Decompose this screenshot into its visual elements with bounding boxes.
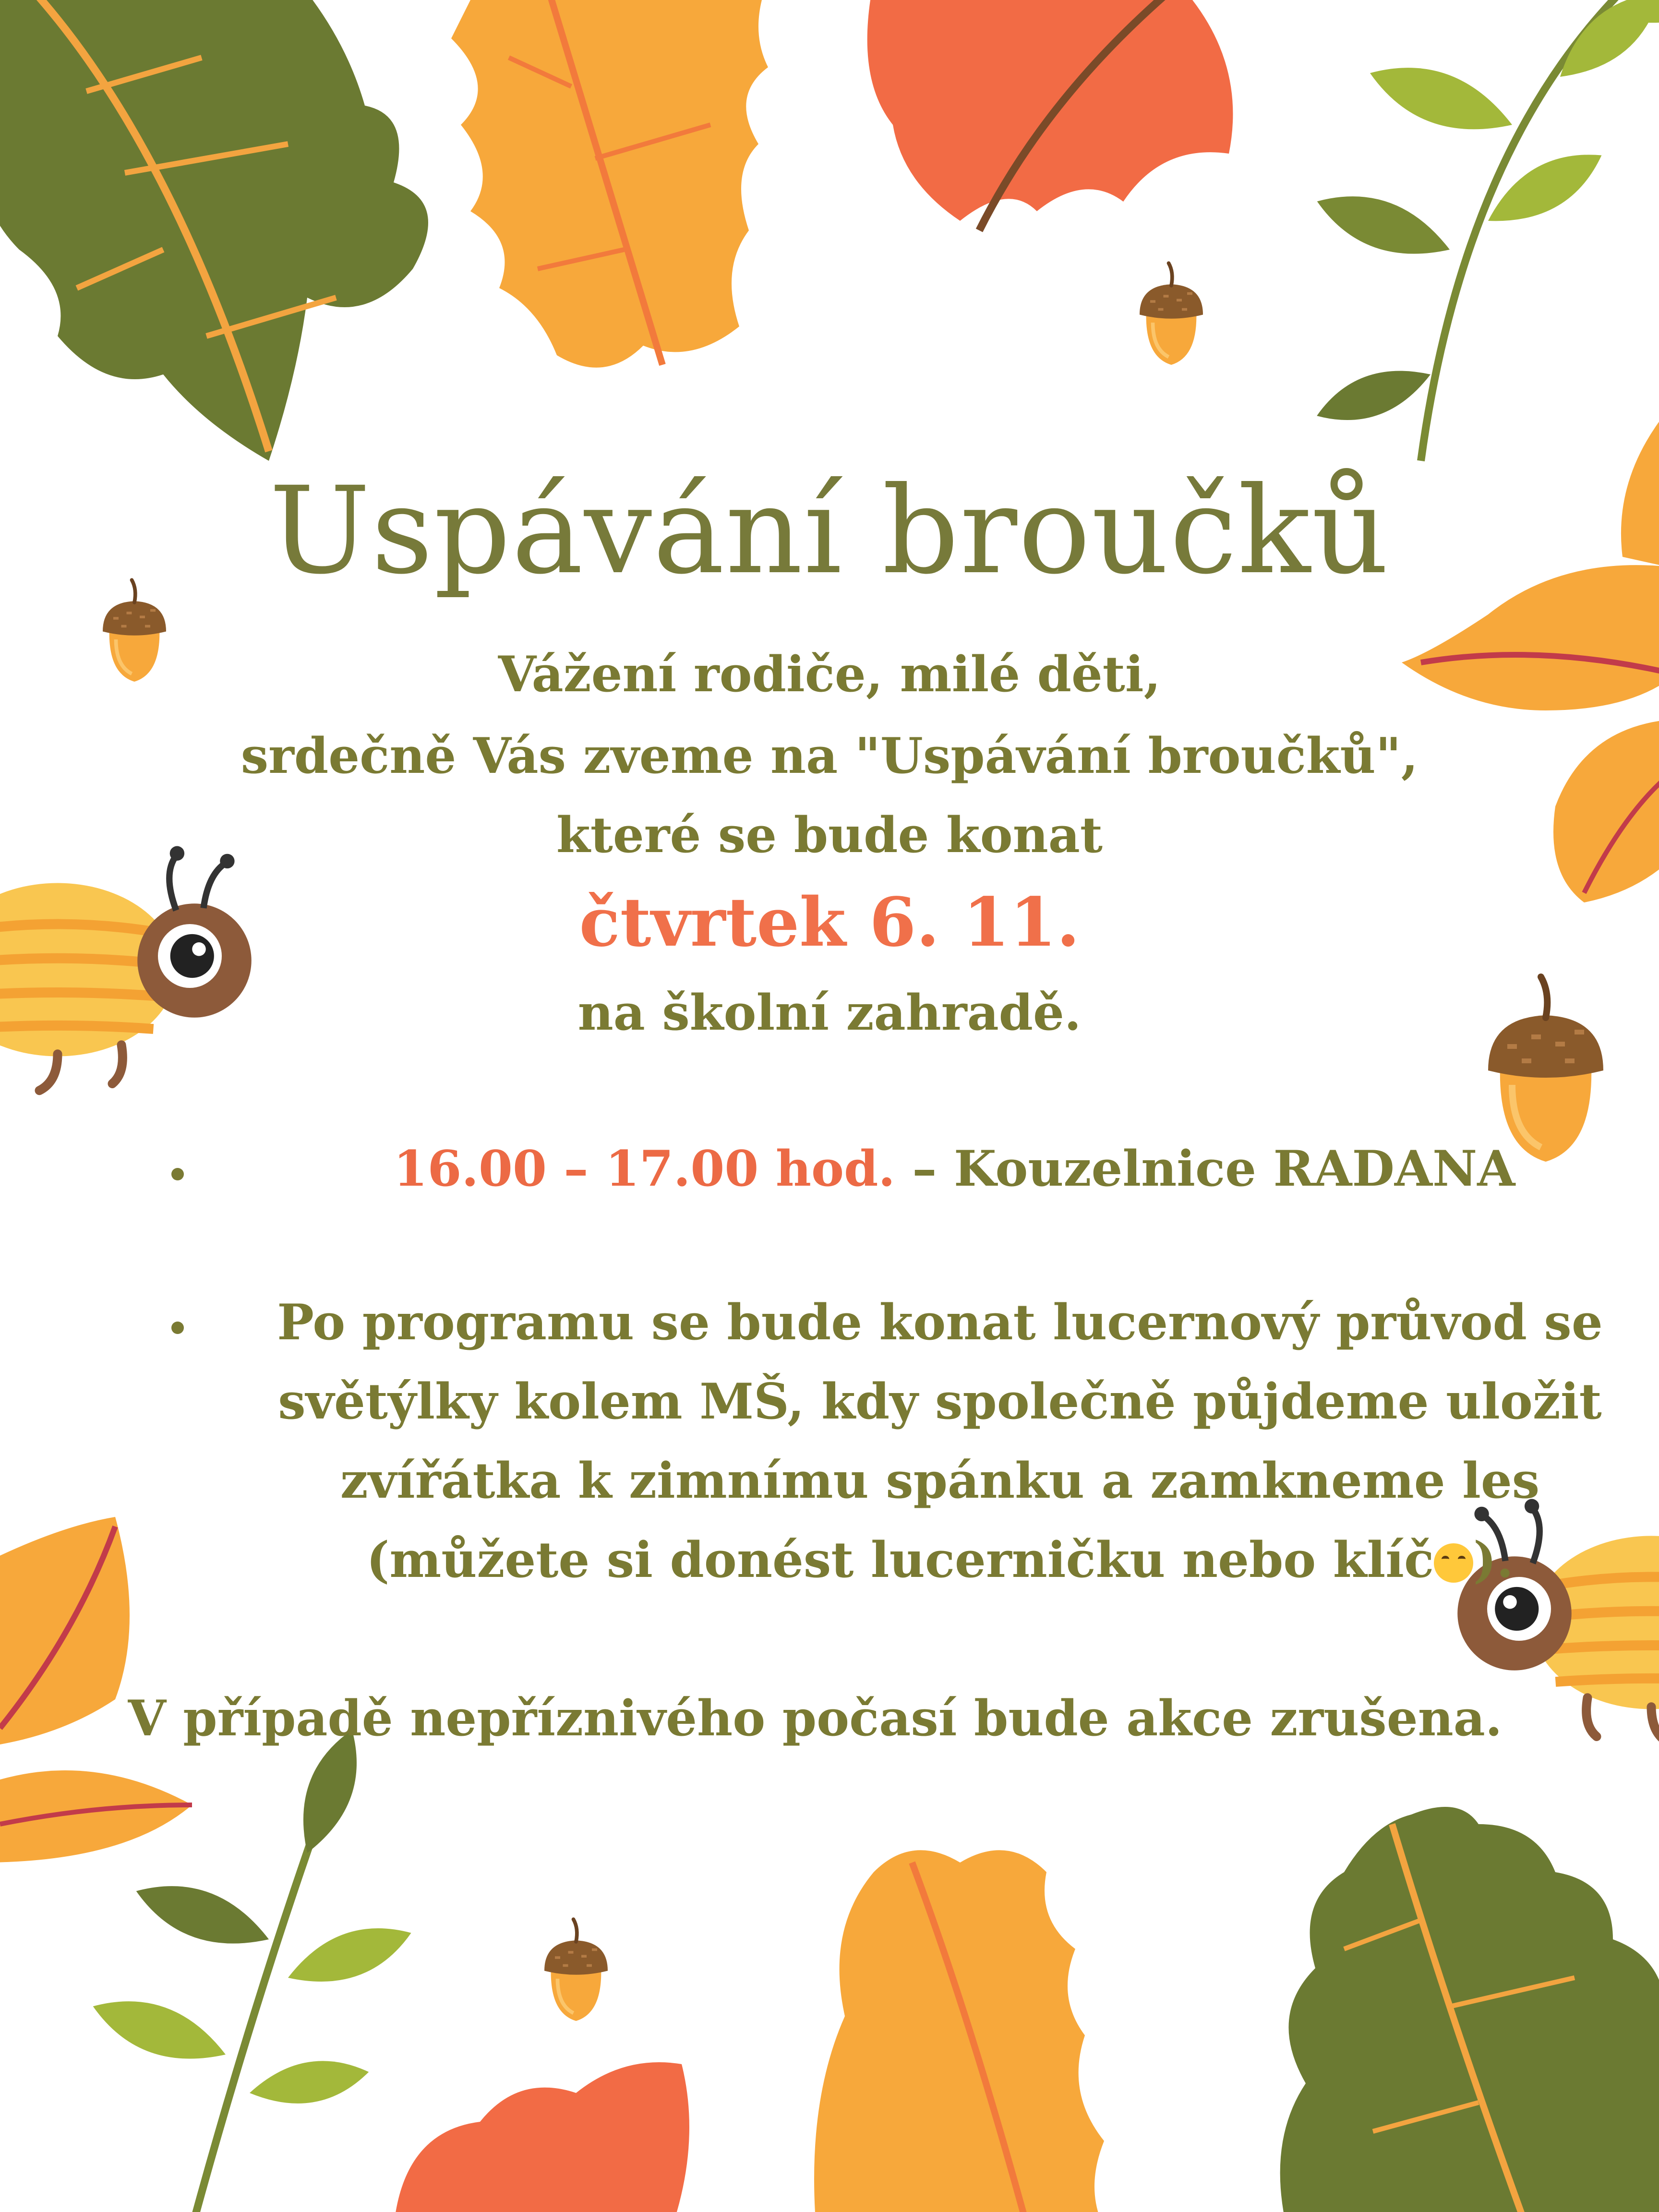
invitation-line: srdečně Vás zveme na "Uspávání broučků", (240, 727, 1419, 785)
procession-line-4 (110, 1531, 1659, 1589)
smiling-face-icon (1434, 1543, 1473, 1583)
rowan-leaf-icon (1309, 0, 1659, 461)
weather-note: V případě nepříznivého počasí bude akce zrušena. (128, 1690, 1503, 1747)
oak-leaf-icon (1280, 1807, 1659, 2212)
procession-line-4-text: (můžete si donést lucerničku nebo klíč (366, 1531, 1434, 1589)
event-date: čtvrtek 6. 11. (579, 883, 1080, 962)
event-intro-line: které se bude konat (556, 806, 1103, 864)
acorn-icon (544, 1919, 608, 2021)
beetle-icon (0, 846, 252, 1091)
oak-leaf-icon (451, 0, 768, 368)
program-line (125, 1140, 1659, 1198)
program-performer: – Kouzelnice RADANA (895, 1140, 1515, 1198)
program-time: 16.00 – 17.00 hod. (393, 1140, 895, 1198)
greeting-line: Vážení rodiče, milé děti, (498, 646, 1161, 703)
procession-line-3: zvířátka k zimnímu spánku a zamkneme les (340, 1452, 1540, 1510)
oak-leaf-icon (394, 1850, 1104, 2212)
page-title: Uspávání broučků (269, 461, 1390, 601)
procession-line-1: Po programu se bude konat lucernový průvod se (277, 1294, 1603, 1351)
procession-line-2: světýlky kolem MŠ, kdy společně půjdeme uložit (278, 1373, 1602, 1431)
event-location: na školní zahradě. (577, 984, 1082, 1042)
oak-leaf-icon (0, 0, 428, 461)
acorn-icon (1140, 263, 1203, 365)
procession-line-4-end: ). (1473, 1531, 1514, 1589)
oak-leaf-icon (867, 0, 1233, 230)
